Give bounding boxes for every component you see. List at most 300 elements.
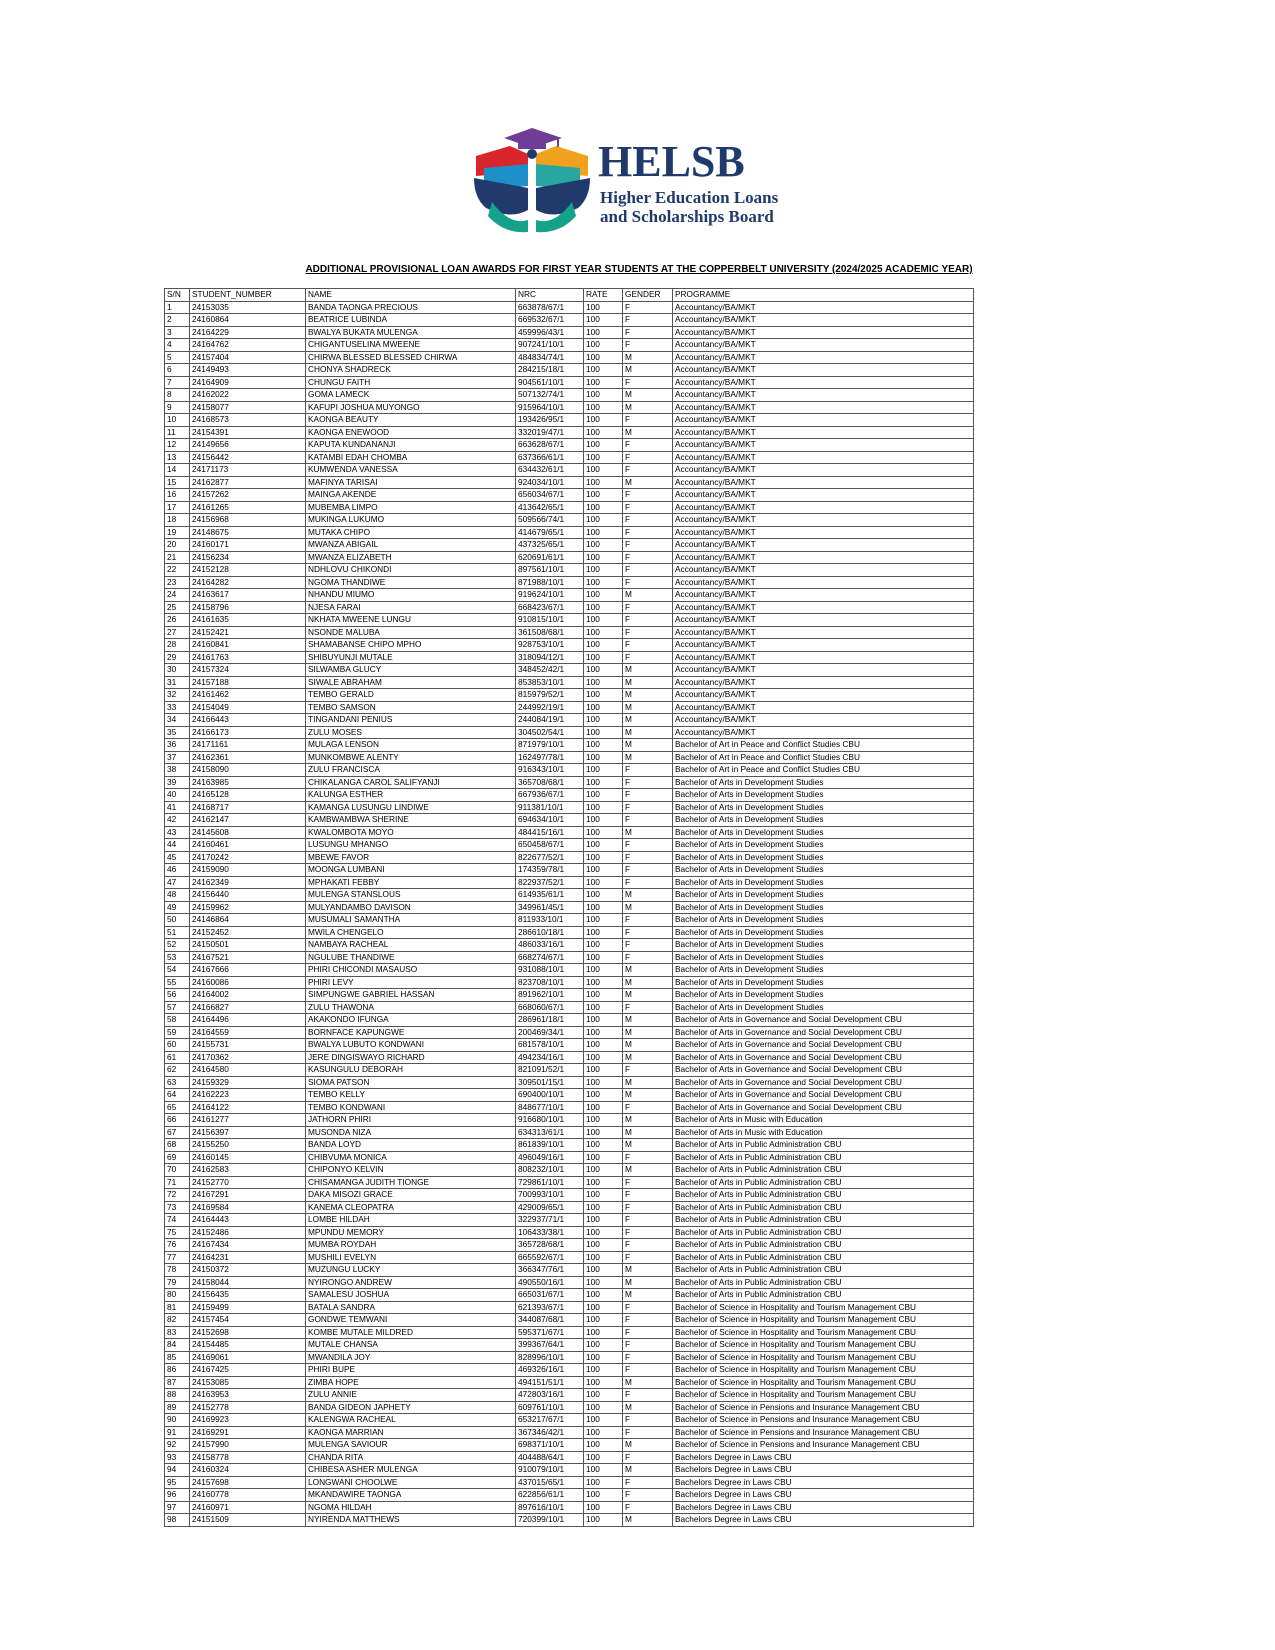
cell-programme: Accountancy/BA/MKT: [673, 676, 974, 689]
table-row: [165, 576, 974, 589]
cell-name: NSONDE MALUBA: [306, 626, 516, 639]
cell-sn: 52: [165, 939, 190, 952]
cell-student-number: 24155731: [190, 1039, 306, 1052]
cell-sn: 41: [165, 801, 190, 814]
cell-rate: 100: [584, 414, 623, 427]
cell-rate: 100: [584, 989, 623, 1002]
cell-gender: F: [623, 1189, 673, 1202]
cell-gender: F: [623, 464, 673, 477]
table-row: [165, 1214, 974, 1227]
cell-nrc: 668060/67/1: [516, 1001, 584, 1014]
cell-programme: Bachelor of Arts in Development Studies: [673, 889, 974, 902]
cell-sn: 3: [165, 326, 190, 339]
cell-rate: 100: [584, 1139, 623, 1152]
cell-student-number: 24160841: [190, 639, 306, 652]
cell-programme: Accountancy/BA/MKT: [673, 539, 974, 552]
cell-programme: Bachelors Degree in Laws CBU: [673, 1514, 974, 1527]
table-row: [165, 826, 974, 839]
cell-gender: M: [623, 889, 673, 902]
cell-programme: Accountancy/BA/MKT: [673, 339, 974, 352]
cell-name: CHISAMANGA JUDITH TIONGE: [306, 1176, 516, 1189]
cell-nrc: 891962/10/1: [516, 989, 584, 1002]
cell-nrc: 309501/15/1: [516, 1076, 584, 1089]
cell-nrc: 509566/74/1: [516, 514, 584, 527]
cell-student-number: 24152770: [190, 1176, 306, 1189]
logo-subtitle-line1: Higher Education Loans: [600, 188, 779, 207]
cell-programme: Accountancy/BA/MKT: [673, 639, 974, 652]
cell-sn: 54: [165, 964, 190, 977]
cell-sn: 42: [165, 814, 190, 827]
cell-student-number: 24152128: [190, 564, 306, 577]
cell-nrc: 496049/16/1: [516, 1151, 584, 1164]
table-row: [165, 851, 974, 864]
cell-programme: Bachelor of Arts in Development Studies: [673, 926, 974, 939]
cell-programme: Bachelor of Science in Hospitality and Tourism Management CBU: [673, 1351, 974, 1364]
cell-name: KAONGA MARRIAN: [306, 1426, 516, 1439]
cell-sn: 89: [165, 1401, 190, 1414]
table-row: [165, 1201, 974, 1214]
cell-rate: 100: [584, 1389, 623, 1402]
cell-programme: Bachelor of Arts in Development Studies: [673, 989, 974, 1002]
cell-name: MWANDILA JOY: [306, 1351, 516, 1364]
table-row: [165, 426, 974, 439]
cell-programme: Bachelor of Arts in Development Studies: [673, 914, 974, 927]
column-header-name: NAME: [306, 289, 516, 302]
cell-sn: 26: [165, 614, 190, 627]
table-row: [165, 601, 974, 614]
cell-programme: Bachelor of Science in Pensions and Insurance Management CBU: [673, 1439, 974, 1452]
cell-name: MOONGA LUMBANI: [306, 864, 516, 877]
cell-name: KAFUPI JOSHUA MUYONGO: [306, 401, 516, 414]
table-row: [165, 939, 974, 952]
table-row: [165, 1114, 974, 1127]
cell-nrc: 916343/10/1: [516, 764, 584, 777]
cell-student-number: 24150372: [190, 1264, 306, 1277]
cell-rate: 100: [584, 476, 623, 489]
cell-student-number: 24169061: [190, 1351, 306, 1364]
cell-name: LONGWANI CHOOLWE: [306, 1476, 516, 1489]
cell-programme: Bachelor of Arts in Public Administration CBU: [673, 1176, 974, 1189]
table-row: [165, 1464, 974, 1477]
cell-gender: M: [623, 1164, 673, 1177]
cell-student-number: 24164122: [190, 1101, 306, 1114]
cell-programme: Accountancy/BA/MKT: [673, 714, 974, 727]
cell-student-number: 24160778: [190, 1489, 306, 1502]
cell-sn: 7: [165, 376, 190, 389]
cell-programme: Accountancy/BA/MKT: [673, 514, 974, 527]
cell-rate: 100: [584, 1489, 623, 1502]
cell-student-number: 24160145: [190, 1151, 306, 1164]
cell-student-number: 24159499: [190, 1301, 306, 1314]
cell-gender: M: [623, 1439, 673, 1452]
cell-nrc: 720399/10/1: [516, 1514, 584, 1527]
cell-nrc: 344087/68/1: [516, 1314, 584, 1327]
cell-sn: 95: [165, 1476, 190, 1489]
cell-nrc: 907241/10/1: [516, 339, 584, 352]
cell-programme: Bachelor of Arts in Development Studies: [673, 964, 974, 977]
cell-nrc: 634313/61/1: [516, 1126, 584, 1139]
table-row: [165, 1251, 974, 1264]
cell-name: MUZUNGU LUCKY: [306, 1264, 516, 1277]
cell-student-number: 24161763: [190, 651, 306, 664]
cell-gender: F: [623, 764, 673, 777]
cell-student-number: 24161277: [190, 1114, 306, 1127]
cell-name: CHIGANTUSELINA MWEENE: [306, 339, 516, 352]
cell-rate: 100: [584, 976, 623, 989]
column-header-sn: S/N: [165, 289, 190, 302]
cell-rate: 100: [584, 1214, 623, 1227]
cell-rate: 100: [584, 451, 623, 464]
cell-programme: Bachelor of Arts in Development Studies: [673, 789, 974, 802]
cell-rate: 100: [584, 789, 623, 802]
cell-sn: 76: [165, 1239, 190, 1252]
cell-name: KOMBE MUTALE MILDRED: [306, 1326, 516, 1339]
cell-name: BANDA LOYD: [306, 1139, 516, 1152]
table-row: [165, 1026, 974, 1039]
table-row: [165, 951, 974, 964]
cell-name: KANEMA CLEOPATRA: [306, 1201, 516, 1214]
cell-name: NDHLOVU CHIKONDI: [306, 564, 516, 577]
cell-nrc: 634432/61/1: [516, 464, 584, 477]
table-row: [165, 1139, 974, 1152]
column-header-programme: PROGRAMME: [673, 289, 974, 302]
cell-student-number: 24152778: [190, 1401, 306, 1414]
cell-name: ZULU THAWONA: [306, 1001, 516, 1014]
cell-student-number: 24154049: [190, 701, 306, 714]
cell-gender: F: [623, 526, 673, 539]
cell-name: NYIRENDA MATTHEWS: [306, 1514, 516, 1527]
cell-sn: 34: [165, 714, 190, 727]
cell-sn: 83: [165, 1326, 190, 1339]
cell-programme: Bachelor of Arts in Public Administration CBU: [673, 1276, 974, 1289]
cell-sn: 23: [165, 576, 190, 589]
cell-rate: 100: [584, 439, 623, 452]
cell-nrc: 663628/67/1: [516, 439, 584, 452]
cell-rate: 100: [584, 1239, 623, 1252]
cell-gender: F: [623, 376, 673, 389]
cell-student-number: 24159329: [190, 1076, 306, 1089]
table-row: [165, 1164, 974, 1177]
cell-nrc: 366347/76/1: [516, 1264, 584, 1277]
cell-student-number: 24162349: [190, 876, 306, 889]
cell-gender: M: [623, 751, 673, 764]
cell-rate: 100: [584, 664, 623, 677]
cell-student-number: 24162583: [190, 1164, 306, 1177]
cell-programme: Accountancy/BA/MKT: [673, 551, 974, 564]
table-row: [165, 489, 974, 502]
cell-rate: 100: [584, 639, 623, 652]
table-row: [165, 564, 974, 577]
cell-student-number: 24165128: [190, 789, 306, 802]
cell-rate: 100: [584, 1376, 623, 1389]
cell-name: NJESA FARAI: [306, 601, 516, 614]
cell-programme: Bachelor of Arts in Governance and Social Development CBU: [673, 1089, 974, 1102]
cell-name: BWALYA LUBUTO KONDWANI: [306, 1039, 516, 1052]
cell-rate: 100: [584, 1101, 623, 1114]
cell-student-number: 24156234: [190, 551, 306, 564]
cell-rate: 100: [584, 351, 623, 364]
cell-gender: M: [623, 739, 673, 752]
cell-student-number: 24164559: [190, 1026, 306, 1039]
cell-rate: 100: [584, 1089, 623, 1102]
column-header-nrc: NRC: [516, 289, 584, 302]
cell-name: CHIRWA BLESSED BLESSED CHIRWA: [306, 351, 516, 364]
cell-programme: Bachelor of Science in Hospitality and Tourism Management CBU: [673, 1339, 974, 1352]
cell-rate: 100: [584, 826, 623, 839]
cell-sn: 80: [165, 1289, 190, 1302]
cell-gender: F: [623, 1426, 673, 1439]
cell-sn: 66: [165, 1114, 190, 1127]
cell-programme: Accountancy/BA/MKT: [673, 664, 974, 677]
cell-programme: Accountancy/BA/MKT: [673, 326, 974, 339]
cell-rate: 100: [584, 514, 623, 527]
cell-gender: F: [623, 301, 673, 314]
cell-gender: M: [623, 589, 673, 602]
cell-gender: F: [623, 514, 673, 527]
cell-name: NGOMA HILDAH: [306, 1501, 516, 1514]
cell-programme: Bachelor of Arts in Development Studies: [673, 939, 974, 952]
cell-name: NGULUBE THANDIWE: [306, 951, 516, 964]
cell-student-number: 24160086: [190, 976, 306, 989]
cell-sn: 33: [165, 701, 190, 714]
cell-name: MKANDAWIRE TAONGA: [306, 1489, 516, 1502]
cell-student-number: 24171161: [190, 739, 306, 752]
cell-rate: 100: [584, 1326, 623, 1339]
table-row: [165, 1051, 974, 1064]
cell-rate: 100: [584, 1339, 623, 1352]
cell-sn: 50: [165, 914, 190, 927]
cell-gender: M: [623, 664, 673, 677]
cell-nrc: 822677/52/1: [516, 851, 584, 864]
cell-programme: Bachelor of Arts in Development Studies: [673, 801, 974, 814]
cell-name: NAMBAYA RACHEAL: [306, 939, 516, 952]
cell-programme: Accountancy/BA/MKT: [673, 614, 974, 627]
cell-programme: Bachelor of Arts in Development Studies: [673, 851, 974, 864]
table-row: [165, 314, 974, 327]
cell-gender: M: [623, 689, 673, 702]
cell-gender: M: [623, 826, 673, 839]
table-row: [165, 1014, 974, 1027]
cell-sn: 29: [165, 651, 190, 664]
table-row: [165, 501, 974, 514]
cell-programme: Bachelors Degree in Laws CBU: [673, 1464, 974, 1477]
cell-name: CHIPONYO KELVIN: [306, 1164, 516, 1177]
cell-gender: M: [623, 901, 673, 914]
cell-student-number: 24170362: [190, 1051, 306, 1064]
table-row: [165, 514, 974, 527]
table-row: [165, 326, 974, 339]
cell-name: TEMBO SAMSON: [306, 701, 516, 714]
cell-programme: Bachelor of Arts in Public Administration CBU: [673, 1151, 974, 1164]
cell-programme: Accountancy/BA/MKT: [673, 414, 974, 427]
cell-sn: 65: [165, 1101, 190, 1114]
cell-name: KATAMBI EDAH CHOMBA: [306, 451, 516, 464]
cell-student-number: 24162022: [190, 389, 306, 402]
cell-nrc: 669532/67/1: [516, 314, 584, 327]
cell-nrc: 174359/78/1: [516, 864, 584, 877]
cell-nrc: 668274/67/1: [516, 951, 584, 964]
cell-name: KUMWENDA VANESSA: [306, 464, 516, 477]
cell-rate: 100: [584, 1276, 623, 1289]
cell-sn: 58: [165, 1014, 190, 1027]
cell-nrc: 821091/52/1: [516, 1064, 584, 1077]
cell-programme: Bachelor of Arts in Public Administration CBU: [673, 1226, 974, 1239]
cell-name: KAMANGA LUSUNGU LINDIWE: [306, 801, 516, 814]
cell-nrc: 700993/10/1: [516, 1189, 584, 1202]
cell-rate: 100: [584, 1364, 623, 1377]
cell-student-number: 24167291: [190, 1189, 306, 1202]
column-header-student-number: STUDENT_NUMBER: [190, 289, 306, 302]
cell-sn: 4: [165, 339, 190, 352]
cell-student-number: 24168573: [190, 414, 306, 427]
cell-programme: Bachelor of Art in Peace and Conflict Studies CBU: [673, 751, 974, 764]
cell-gender: F: [623, 339, 673, 352]
cell-nrc: 622856/61/1: [516, 1489, 584, 1502]
cell-student-number: 24159090: [190, 864, 306, 877]
cell-name: MWANZA ABIGAIL: [306, 539, 516, 552]
cell-name: MUMBA ROYDAH: [306, 1239, 516, 1252]
table-row: [165, 1489, 974, 1502]
cell-name: CHUNGU FAITH: [306, 376, 516, 389]
cell-name: MUSONDA NIZA: [306, 1126, 516, 1139]
cell-name: JERE DINGISWAYO RICHARD: [306, 1051, 516, 1064]
cell-student-number: 24154485: [190, 1339, 306, 1352]
cell-sn: 30: [165, 664, 190, 677]
cell-student-number: 24158077: [190, 401, 306, 414]
cell-sn: 79: [165, 1276, 190, 1289]
cell-gender: F: [623, 839, 673, 852]
cell-student-number: 24164231: [190, 1251, 306, 1264]
cell-gender: F: [623, 1251, 673, 1264]
cell-student-number: 24150501: [190, 939, 306, 952]
cell-programme: Accountancy/BA/MKT: [673, 701, 974, 714]
cell-rate: 100: [584, 539, 623, 552]
cell-sn: 96: [165, 1489, 190, 1502]
cell-sn: 15: [165, 476, 190, 489]
cell-sn: 67: [165, 1126, 190, 1139]
cell-programme: Bachelor of Arts in Governance and Social Development CBU: [673, 1026, 974, 1039]
cell-programme: Bachelor of Arts in Public Administration CBU: [673, 1201, 974, 1214]
cell-rate: 100: [584, 739, 623, 752]
cell-programme: Bachelor of Arts in Public Administration CBU: [673, 1251, 974, 1264]
cell-student-number: 24157990: [190, 1439, 306, 1452]
cell-nrc: 665592/67/1: [516, 1251, 584, 1264]
cell-programme: Bachelor of Art in Peace and Conflict Studies CBU: [673, 764, 974, 777]
cell-rate: 100: [584, 1076, 623, 1089]
table-row: [165, 476, 974, 489]
cell-nrc: 694634/10/1: [516, 814, 584, 827]
cell-nrc: 193426/95/1: [516, 414, 584, 427]
cell-gender: F: [623, 639, 673, 652]
cell-student-number: 24163617: [190, 589, 306, 602]
table-row: [165, 789, 974, 802]
cell-student-number: 24171173: [190, 464, 306, 477]
cell-programme: Bachelor of Science in Hospitality and Tourism Management CBU: [673, 1326, 974, 1339]
cell-nrc: 848677/10/1: [516, 1101, 584, 1114]
cell-programme: Accountancy/BA/MKT: [673, 589, 974, 602]
cell-sn: 97: [165, 1501, 190, 1514]
cell-student-number: 24167666: [190, 964, 306, 977]
cell-sn: 13: [165, 451, 190, 464]
cell-gender: F: [623, 1176, 673, 1189]
cell-gender: F: [623, 1339, 673, 1352]
cell-name: SIMPUNGWE GABRIEL HASSAN: [306, 989, 516, 1002]
cell-rate: 100: [584, 1201, 623, 1214]
cell-sn: 57: [165, 1001, 190, 1014]
cell-nrc: 437325/65/1: [516, 539, 584, 552]
cell-name: MWANZA ELIZABETH: [306, 551, 516, 564]
cell-nrc: 484415/16/1: [516, 826, 584, 839]
table-row: [165, 1376, 974, 1389]
cell-nrc: 494151/51/1: [516, 1376, 584, 1389]
cell-sn: 62: [165, 1064, 190, 1077]
cell-rate: 100: [584, 326, 623, 339]
cell-gender: F: [623, 1301, 673, 1314]
table-row: [165, 1401, 974, 1414]
helsb-logo: [470, 124, 800, 244]
cell-sn: 90: [165, 1414, 190, 1427]
cell-name: CHANDA RITA: [306, 1451, 516, 1464]
cell-rate: 100: [584, 339, 623, 352]
cell-rate: 100: [584, 576, 623, 589]
cell-sn: 55: [165, 976, 190, 989]
cell-student-number: 24160324: [190, 1464, 306, 1477]
cell-nrc: 472803/16/1: [516, 1389, 584, 1402]
cell-nrc: 399367/64/1: [516, 1339, 584, 1352]
table-row: [165, 364, 974, 377]
cell-sn: 94: [165, 1464, 190, 1477]
cell-name: MAINGA AKENDE: [306, 489, 516, 502]
cell-gender: F: [623, 939, 673, 952]
cell-student-number: 24170242: [190, 851, 306, 864]
cell-name: JATHORN PHIRI: [306, 1114, 516, 1127]
cell-student-number: 24167434: [190, 1239, 306, 1252]
cell-sn: 71: [165, 1176, 190, 1189]
cell-sn: 47: [165, 876, 190, 889]
table-row: [165, 1064, 974, 1077]
cell-nrc: 614935/61/1: [516, 889, 584, 902]
cell-nrc: 507132/74/1: [516, 389, 584, 402]
cell-name: DAKA MISOZI GRACE: [306, 1189, 516, 1202]
cell-student-number: 24163953: [190, 1389, 306, 1402]
cell-nrc: 924034/10/1: [516, 476, 584, 489]
table-row: [165, 1226, 974, 1239]
cell-student-number: 24160864: [190, 314, 306, 327]
cell-programme: Accountancy/BA/MKT: [673, 426, 974, 439]
cell-nrc: 244084/19/1: [516, 714, 584, 727]
cell-name: GONDWE TEMWANI: [306, 1314, 516, 1327]
cell-sn: 6: [165, 364, 190, 377]
cell-name: MPHAKATI FEBBY: [306, 876, 516, 889]
cell-programme: Accountancy/BA/MKT: [673, 451, 974, 464]
cell-nrc: 361508/68/1: [516, 626, 584, 639]
cell-student-number: 24164002: [190, 989, 306, 1002]
cell-name: NGOMA THANDIWE: [306, 576, 516, 589]
cell-sn: 10: [165, 414, 190, 427]
cell-rate: 100: [584, 1514, 623, 1527]
cell-rate: 100: [584, 426, 623, 439]
table-row: [165, 1389, 974, 1402]
cell-student-number: 24157698: [190, 1476, 306, 1489]
cell-rate: 100: [584, 1026, 623, 1039]
cell-rate: 100: [584, 1051, 623, 1064]
table-row: [165, 1176, 974, 1189]
cell-gender: F: [623, 1201, 673, 1214]
cell-name: TEMBO KELLY: [306, 1089, 516, 1102]
cell-gender: M: [623, 976, 673, 989]
cell-gender: F: [623, 439, 673, 452]
cell-name: MUBEMBA LIMPO: [306, 501, 516, 514]
